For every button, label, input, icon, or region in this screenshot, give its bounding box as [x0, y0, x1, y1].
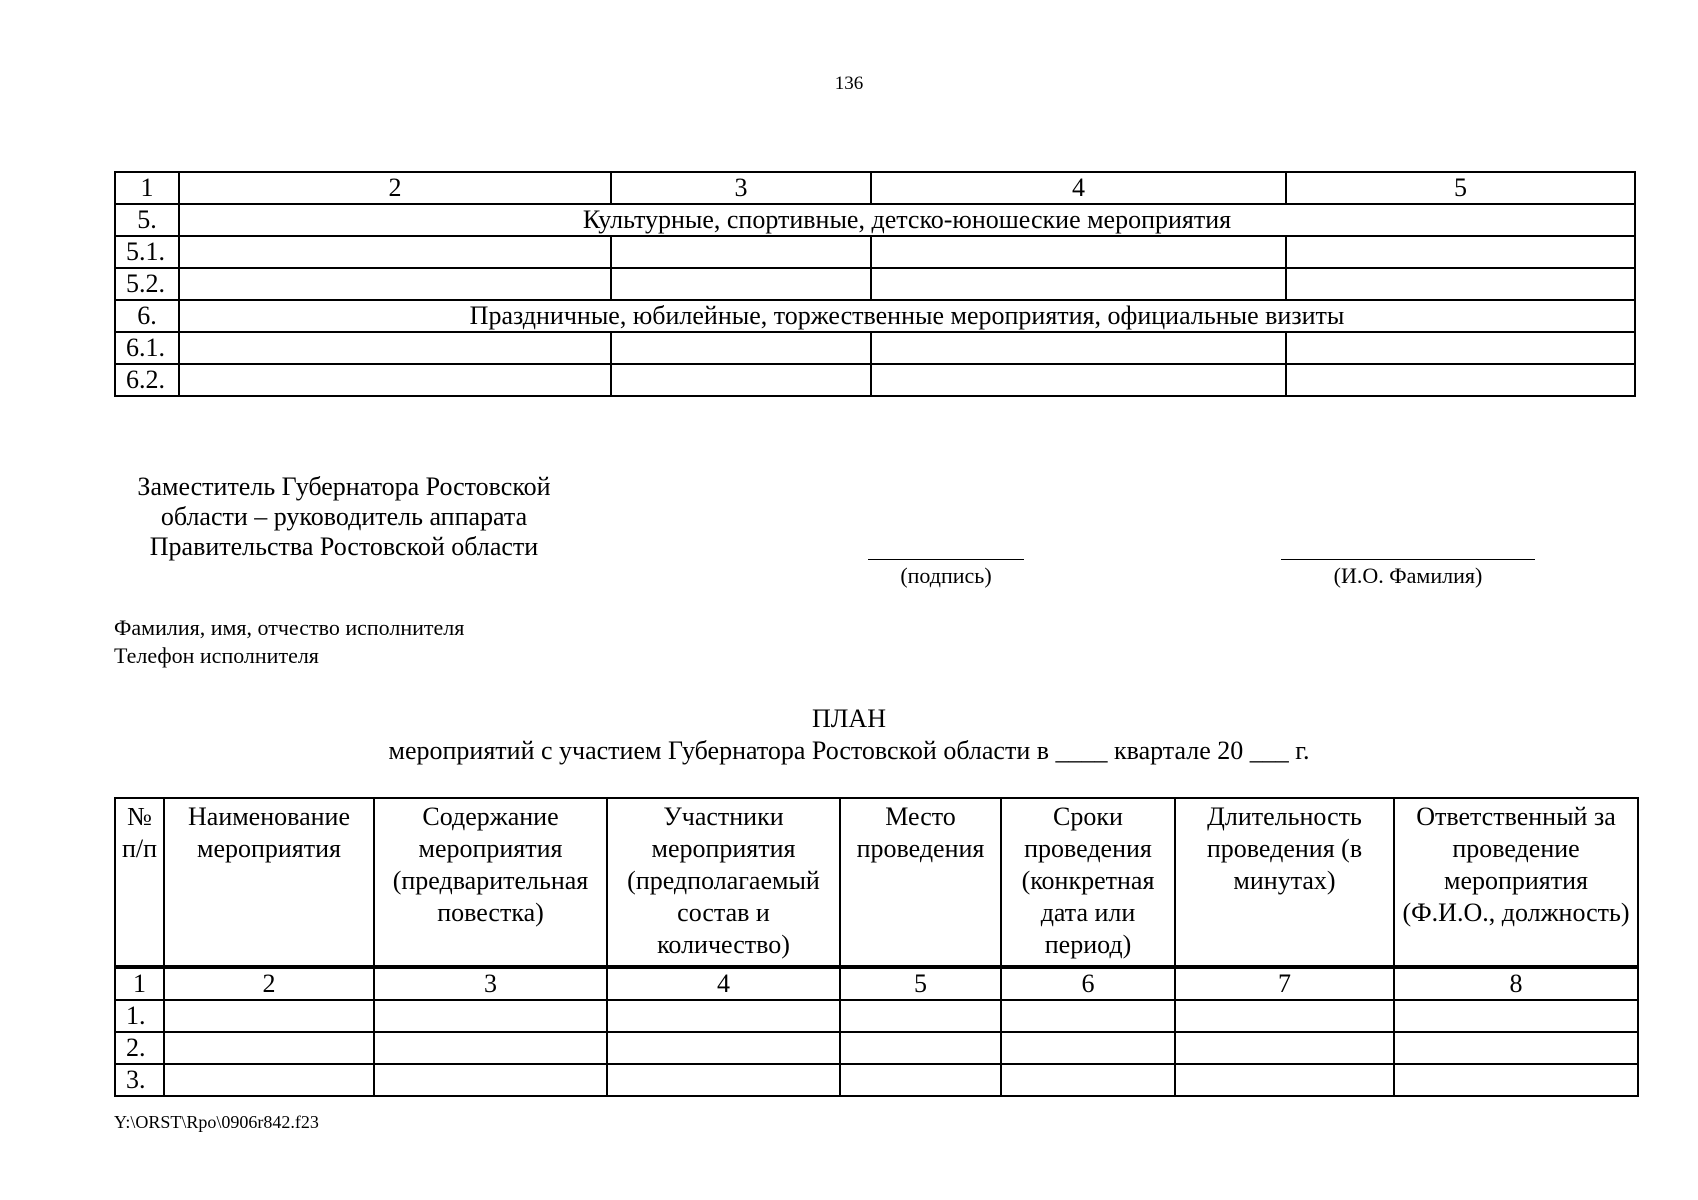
- table-row: [115, 1064, 1638, 1096]
- table-header-cell: 5: [1286, 172, 1635, 204]
- table-row: [115, 332, 1635, 364]
- table-header-cell: 1: [115, 172, 179, 204]
- plan-header-row: [115, 798, 1638, 967]
- table-row: [115, 236, 1635, 268]
- executor-name-label: Фамилия, имя, отчество исполнителя: [114, 615, 465, 640]
- table-cell: [611, 364, 871, 396]
- table-cell: [840, 1000, 1001, 1032]
- table-cell: [179, 332, 611, 364]
- column-number: 4: [607, 967, 840, 1000]
- plan-header-cell: Ответственный за проведение мероприятия (Ф.И.О., должность): [1394, 798, 1638, 967]
- signature-caption: (подпись): [900, 563, 992, 588]
- table-header-cell: 4: [871, 172, 1286, 204]
- signatory-position-line: Правительства Ростовской области: [149, 532, 539, 561]
- table-cell: [607, 1064, 840, 1096]
- name-caption: (И.О. Фамилия): [1333, 563, 1483, 588]
- page-number: 136: [834, 73, 864, 94]
- footer-file-path: Y:\ORST\Rpo\0906r842.f23: [114, 1112, 319, 1132]
- table-header-cell: 3: [611, 172, 871, 204]
- table-header-row: [115, 172, 1635, 204]
- plan-header-cell: Содержание мероприятия (предварительная повестка): [374, 798, 607, 967]
- table-cell: [871, 364, 1286, 396]
- plan-number-row: [115, 967, 1638, 1000]
- signatory-position-line: области – руководитель аппарата: [160, 502, 528, 531]
- column-number: 1: [115, 967, 164, 1000]
- section-index: 6.: [115, 300, 179, 332]
- table-cell: [1286, 236, 1635, 268]
- section-row: [115, 204, 1635, 236]
- row-index: 5.1.: [115, 236, 179, 268]
- table-cell: [871, 236, 1286, 268]
- section-title: Праздничные, юбилейные, торжественные мероприятия, официальные визиты: [179, 300, 1635, 332]
- signatory-position-line: Заместитель Губернатора Ростовской: [137, 472, 551, 501]
- table-header-cell: 2: [179, 172, 611, 204]
- table-cell: [1394, 1064, 1638, 1096]
- table-cell: [607, 1000, 840, 1032]
- column-number: 6: [1001, 967, 1175, 1000]
- table-cell: [1175, 1032, 1394, 1064]
- table-cell: [840, 1064, 1001, 1096]
- table-cell: [840, 1032, 1001, 1064]
- table-cell: [611, 332, 871, 364]
- plan-header-cell: Место проведения: [840, 798, 1001, 967]
- plan-header-cell: Участники мероприятия (предполагаемый состав и количество): [607, 798, 840, 967]
- row-index: 6.1.: [115, 332, 179, 364]
- table-cell: [374, 1064, 607, 1096]
- column-number: 3: [374, 967, 607, 1000]
- name-line: [1281, 559, 1535, 560]
- table-cell: [164, 1064, 374, 1096]
- section-index: 5.: [115, 204, 179, 236]
- executor-phone-label: Телефон исполнителя: [114, 643, 319, 668]
- plan-header-cell: № п/п: [115, 798, 164, 967]
- table-cell: [611, 236, 871, 268]
- table-cell: [611, 268, 871, 300]
- column-number: 5: [840, 967, 1001, 1000]
- row-index: 6.2.: [115, 364, 179, 396]
- signature-line: [868, 559, 1024, 560]
- table-cell: [1175, 1000, 1394, 1032]
- table-cell: [1394, 1000, 1638, 1032]
- signatory-position: [114, 472, 574, 562]
- table-cell: [1286, 364, 1635, 396]
- row-index: 3.: [115, 1064, 164, 1096]
- section-title: Культурные, спортивные, детско-юношеские мероприятия: [179, 204, 1635, 236]
- plan-header-cell: Наименование мероприятия: [164, 798, 374, 967]
- column-number: 8: [1394, 967, 1638, 1000]
- table-row: [115, 364, 1635, 396]
- row-index: 5.2.: [115, 268, 179, 300]
- table-row: [115, 1032, 1638, 1064]
- table-cell: [1286, 332, 1635, 364]
- table-cell: [164, 1000, 374, 1032]
- table-cell: [1394, 1032, 1638, 1064]
- row-index: 2.: [115, 1032, 164, 1064]
- table-cell: [179, 268, 611, 300]
- plan-header-cell: Длительность проведения (в минутах): [1175, 798, 1394, 967]
- plan-table: [114, 797, 1639, 1097]
- table-cell: [374, 1032, 607, 1064]
- table-row: [115, 268, 1635, 300]
- table-cell: [607, 1032, 840, 1064]
- table-cell: [1001, 1000, 1175, 1032]
- table-cell: [179, 236, 611, 268]
- table-cell: [871, 268, 1286, 300]
- table-cell: [1001, 1064, 1175, 1096]
- table-cell: [1001, 1032, 1175, 1064]
- plan-title: ПЛАН: [812, 704, 886, 733]
- table-cell: [871, 332, 1286, 364]
- executor-block: [114, 614, 464, 670]
- column-number: 2: [164, 967, 374, 1000]
- plan-header-cell: Сроки проведения (конкретная дата или период): [1001, 798, 1175, 967]
- table-row: [115, 1000, 1638, 1032]
- section-row: [115, 300, 1635, 332]
- table-cell: [1175, 1064, 1394, 1096]
- column-number: 7: [1175, 967, 1394, 1000]
- table-cell: [164, 1032, 374, 1064]
- row-index: 1.: [115, 1000, 164, 1032]
- table-cell: [179, 364, 611, 396]
- plan-subtitle: мероприятий с участием Губернатора Ростовской области в ____ квартале 20 ___ г.: [388, 736, 1310, 765]
- table-cell: [374, 1000, 607, 1032]
- table-cell: [1286, 268, 1635, 300]
- events-table-continued: [114, 171, 1636, 397]
